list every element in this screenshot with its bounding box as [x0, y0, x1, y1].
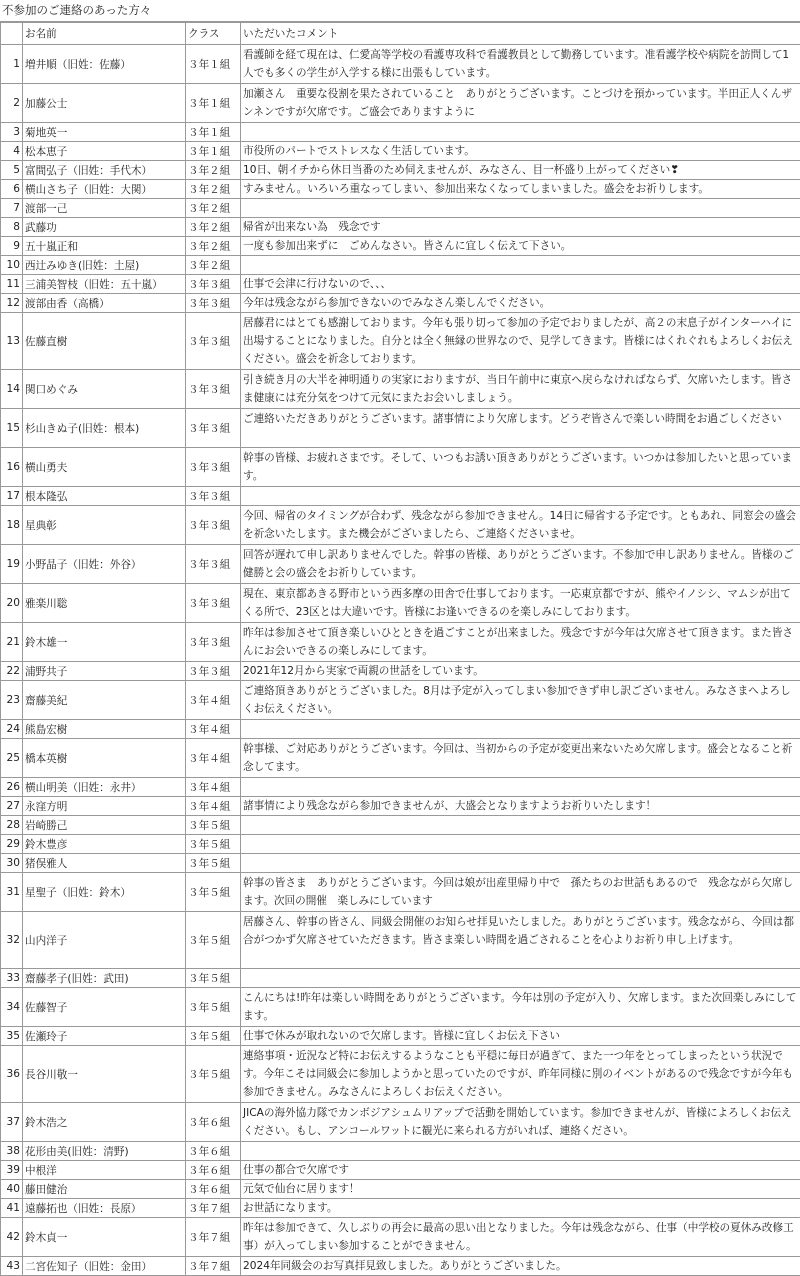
- row-class: ３年３組: [186, 275, 241, 294]
- row-name: 松本恵子: [23, 142, 186, 161]
- row-name: 花形由美(旧姓：清野): [23, 1142, 186, 1161]
- row-comment: 連絡事項・近況など特にお伝えするようなことも平穏に毎日が過ぎて、また一つ年をとってしまったという状況です。今年こそは同級会に参加しようかと思っていたのですが、昨年同様に別のイベントがあるので残念ですが今年も参加できません。みなさんによろしくお伝えください。: [241, 1046, 800, 1103]
- row-name: 鈴木豊彦: [23, 835, 186, 854]
- row-number: 35: [1, 1027, 23, 1046]
- row-number: 5: [1, 161, 23, 180]
- table-row: [1, 662, 800, 681]
- row-name: 小野晶子（旧姓：外谷）: [23, 545, 186, 584]
- row-name: 山内洋子: [23, 912, 186, 969]
- row-comment: 幹事様、ご対応ありがとうございます。今回は、当初からの予定が変更出来ないため欠席します。盛会となること祈念してます。: [241, 739, 800, 778]
- table-row: [1, 816, 800, 835]
- row-comment: 2024年同級会のお写真拝見致しました。ありがとうございました。: [241, 1257, 800, 1276]
- table-row: [1, 1218, 800, 1257]
- table-row: [1, 912, 800, 969]
- row-class: ３年５組: [186, 873, 241, 912]
- row-comment: 諸事情により残念ながら参加できませんが、大盛会となりますようお祈りいたします！: [241, 797, 800, 816]
- row-class: ３年１組: [186, 123, 241, 142]
- row-number: 15: [1, 409, 23, 448]
- table-row: [1, 180, 800, 199]
- row-name: 根本隆弘: [23, 487, 186, 506]
- table-row: [1, 487, 800, 506]
- table-row: [1, 84, 800, 123]
- row-class: ３年３組: [186, 313, 241, 370]
- row-comment: 幹事の皆さま ありがとうございます。今回は娘が出産里帰り中で 孫たちのお世話もあるので 残念ながら欠席します。次回の開催 楽しみにしています: [241, 873, 800, 912]
- row-class: ３年５組: [186, 912, 241, 969]
- row-name: 長谷川敬一: [23, 1046, 186, 1103]
- row-comment: 市役所のパートでストレスなく生活しています。: [241, 142, 800, 161]
- table-row: [1, 506, 800, 545]
- row-number: 12: [1, 294, 23, 313]
- row-name: 五十嵐正和: [23, 237, 186, 256]
- table-row: [1, 1142, 800, 1161]
- table-row: [1, 370, 800, 409]
- row-comment: すみません。いろいろ重なってしまい、参加出来なくなってしまいました。盛会をお祈りします。: [241, 180, 800, 199]
- row-number: 2: [1, 84, 23, 123]
- row-name: 富間弘子（旧姓：手代木）: [23, 161, 186, 180]
- row-name: 増井順（旧姓：佐藤）: [23, 45, 186, 84]
- table-row: [1, 681, 800, 720]
- row-number: 32: [1, 912, 23, 969]
- row-class: ３年２組: [186, 218, 241, 237]
- row-comment: [241, 1142, 800, 1161]
- row-class: ３年３組: [186, 623, 241, 662]
- row-class: ３年４組: [186, 778, 241, 797]
- row-comment: 仕事で会津に行けないので、、、: [241, 275, 800, 294]
- row-number: 40: [1, 1180, 23, 1199]
- row-name: 齋藤孝子(旧姓：武田): [23, 969, 186, 988]
- row-class: ３年４組: [186, 681, 241, 720]
- table-row: [1, 545, 800, 584]
- row-comment: ご連絡頂きありがとうございました。8月は予定が入ってしまい参加できず申し訳ございません。みなさまへよろしくお伝えください。: [241, 681, 800, 720]
- row-number: 20: [1, 584, 23, 623]
- row-name: 齋藤美紀: [23, 681, 186, 720]
- row-class: ３年３組: [186, 448, 241, 487]
- header-comment: いただいたコメント: [241, 23, 800, 45]
- row-class: ３年３組: [186, 584, 241, 623]
- row-comment: 昨年は参加させて頂き楽しいひとときを過ごすことが出来ました。残念ですが今年は欠席させて頂きます。また皆さんにお会いできるの楽しみにしてます。: [241, 623, 800, 662]
- row-number: 24: [1, 720, 23, 739]
- table-row: [1, 1027, 800, 1046]
- row-comment: 看護師を経て現在は、仁愛高等学校の看護専攻科で看護教員として勤務しています。准看護学校や病院を訪問して1人でも多くの学生が入学する様に出張もしています。: [241, 45, 800, 84]
- row-comment: 引き続き月の大半を神明通りの実家におりますが、当日午前中に東京へ戻らなければならず、欠席いたします。皆さま健康には充分気をつけて元気にまたお会いしましょう。: [241, 370, 800, 409]
- row-class: ３年７組: [186, 1218, 241, 1257]
- row-number: 21: [1, 623, 23, 662]
- table-row: [1, 45, 800, 84]
- table-row: [1, 854, 800, 873]
- table-row: [1, 873, 800, 912]
- row-number: 3: [1, 123, 23, 142]
- row-number: 43: [1, 1257, 23, 1276]
- row-comment: [241, 816, 800, 835]
- row-class: ３年４組: [186, 720, 241, 739]
- row-comment: こんにちは!昨年は楽しい時間をありがとうございます。今年は別の予定が入り、欠席します。また次回楽しみにしてます。: [241, 988, 800, 1027]
- row-number: 8: [1, 218, 23, 237]
- row-number: 34: [1, 988, 23, 1027]
- row-comment: [241, 720, 800, 739]
- row-name: 橋本英樹: [23, 739, 186, 778]
- row-number: 36: [1, 1046, 23, 1103]
- table-row: [1, 797, 800, 816]
- page-title: 不参加のご連絡のあった方々: [0, 0, 800, 22]
- row-comment: 帰省が出来ない為 残念です: [241, 218, 800, 237]
- table-body: [1, 45, 800, 1276]
- table-row: [1, 275, 800, 294]
- row-class: ３年６組: [186, 1180, 241, 1199]
- row-class: ３年２組: [186, 161, 241, 180]
- row-class: ３年６組: [186, 1161, 241, 1180]
- row-number: 16: [1, 448, 23, 487]
- row-class: ３年５組: [186, 1027, 241, 1046]
- row-number: 23: [1, 681, 23, 720]
- row-class: ３年２組: [186, 237, 241, 256]
- header-name: お名前: [23, 23, 186, 45]
- row-class: ３年５組: [186, 988, 241, 1027]
- table-row: [1, 778, 800, 797]
- row-comment: [241, 854, 800, 873]
- row-comment: 一度も参加出来ずに ごめんなさい。皆さんに宜しく伝えて下さい。: [241, 237, 800, 256]
- row-comment: [241, 256, 800, 275]
- row-comment: [241, 123, 800, 142]
- row-class: ３年５組: [186, 835, 241, 854]
- table-row: [1, 1046, 800, 1103]
- row-class: ３年３組: [186, 370, 241, 409]
- row-class: ３年３組: [186, 409, 241, 448]
- row-number: 6: [1, 180, 23, 199]
- row-class: ３年６組: [186, 1142, 241, 1161]
- row-comment: 10日、朝イチから休日当番のため伺えませんが、みなさん、目一杯盛り上がってください❣: [241, 161, 800, 180]
- row-comment: [241, 969, 800, 988]
- row-class: ３年４組: [186, 739, 241, 778]
- row-class: ３年７組: [186, 1257, 241, 1276]
- table-row: [1, 623, 800, 662]
- table-row: [1, 739, 800, 778]
- row-name: 渡部一己: [23, 199, 186, 218]
- row-comment: 回答が遅れて申し訳ありませんでした。幹事の皆様、ありがとうございます。不参加で申し訳ありません。皆様のご健勝と会の盛会をお祈りしています。: [241, 545, 800, 584]
- row-name: 星典彰: [23, 506, 186, 545]
- row-number: 19: [1, 545, 23, 584]
- row-class: ３年２組: [186, 199, 241, 218]
- row-class: ３年４組: [186, 797, 241, 816]
- row-number: 33: [1, 969, 23, 988]
- row-comment: 幹事の皆様、お疲れさまです。そして、いつもお誘い頂きありがとうございます。いつかは参加したいと思っています。: [241, 448, 800, 487]
- row-number: 14: [1, 370, 23, 409]
- row-number: 42: [1, 1218, 23, 1257]
- row-class: ３年３組: [186, 506, 241, 545]
- row-name: 佐藤直樹: [23, 313, 186, 370]
- row-comment: JICAの海外協力隊でカンボジアシュムリアップで活動を開始しています。参加できませんが、皆様によろしくお伝えください。もし、アンコールワットに観光に来られる方がいれば、連絡ください。: [241, 1103, 800, 1142]
- row-number: 4: [1, 142, 23, 161]
- row-class: ３年５組: [186, 1046, 241, 1103]
- row-number: 7: [1, 199, 23, 218]
- row-class: ３年２組: [186, 256, 241, 275]
- table-row: [1, 142, 800, 161]
- row-name: 杉山きぬ子(旧姓：根本): [23, 409, 186, 448]
- row-name: 熊島宏樹: [23, 720, 186, 739]
- header-row: [1, 23, 800, 45]
- row-number: 17: [1, 487, 23, 506]
- table-row: [1, 835, 800, 854]
- row-number: 22: [1, 662, 23, 681]
- row-number: 26: [1, 778, 23, 797]
- row-name: 三浦美智枝（旧姓：五十嵐）: [23, 275, 186, 294]
- row-comment: 居藤さん、幹事の皆さん、同級会開催のお知らせ拝見いたしました。ありがとうございます。残念ながら、今回は都合がつかず欠席させていただきます。皆さま楽しい時間を過ごされることを心よりお祈り申し上げます。: [241, 912, 800, 969]
- row-comment: 元気で仙台に居ります！: [241, 1180, 800, 1199]
- row-name: 鈴木貞一: [23, 1218, 186, 1257]
- row-name: 関口めぐみ: [23, 370, 186, 409]
- row-name: 横山明美（旧姓：永井）: [23, 778, 186, 797]
- row-name: 佐瀬玲子: [23, 1027, 186, 1046]
- row-name: 星聖子（旧姓：鈴木）: [23, 873, 186, 912]
- table-row: [1, 199, 800, 218]
- header-number: [1, 23, 23, 45]
- row-number: 11: [1, 275, 23, 294]
- row-comment: [241, 778, 800, 797]
- row-number: 30: [1, 854, 23, 873]
- row-number: 39: [1, 1161, 23, 1180]
- table-row: [1, 1180, 800, 1199]
- row-number: 27: [1, 797, 23, 816]
- row-class: ３年１組: [186, 84, 241, 123]
- row-name: 鈴木浩之: [23, 1103, 186, 1142]
- row-number: 18: [1, 506, 23, 545]
- row-number: 13: [1, 313, 23, 370]
- row-comment: [241, 835, 800, 854]
- row-class: ３年５組: [186, 854, 241, 873]
- table-row: [1, 409, 800, 448]
- row-name: 西辻みゆき(旧姓：土屋): [23, 256, 186, 275]
- row-name: 藤田健治: [23, 1180, 186, 1199]
- row-name: 雅楽川聡: [23, 584, 186, 623]
- row-name: 岩崎勝己: [23, 816, 186, 835]
- absentee-table: [0, 22, 800, 1276]
- row-comment: 現在、東京都あきる野市という西多摩の田舎で仕事しております。一応東京都ですが、熊やイノシシ、マムシが出てくる所で、23区とは大違いです。皆様にお逢いできるのを楽しみにしております。: [241, 584, 800, 623]
- table-row: [1, 584, 800, 623]
- row-name: 佐藤智子: [23, 988, 186, 1027]
- row-number: 29: [1, 835, 23, 854]
- row-name: 鈴木雄一: [23, 623, 186, 662]
- table-row: [1, 988, 800, 1027]
- row-number: 9: [1, 237, 23, 256]
- row-name: 菊地英一: [23, 123, 186, 142]
- row-comment: [241, 199, 800, 218]
- table-row: [1, 237, 800, 256]
- table-row: [1, 448, 800, 487]
- row-comment: [241, 487, 800, 506]
- table-row: [1, 969, 800, 988]
- table-row: [1, 1103, 800, 1142]
- row-class: ３年７組: [186, 1199, 241, 1218]
- row-class: ３年６組: [186, 1103, 241, 1142]
- row-class: ３年５組: [186, 816, 241, 835]
- row-class: ３年３組: [186, 487, 241, 506]
- table-row: [1, 1161, 800, 1180]
- row-name: 渡部由香（高橋）: [23, 294, 186, 313]
- row-class: ３年１組: [186, 142, 241, 161]
- row-comment: 今回、帰省のタイミングが合わず、残念ながら参加できません。14日に帰省する予定です。ともあれ、同窓会の盛会を祈念いたします。また機会がございましたら、ご連絡くださいませ。: [241, 506, 800, 545]
- row-comment: 加瀬さん 重要な役割を果たされていること ありがとうございます。ことづけを預かっています。半田正人くんザンネンですが欠席です。ご盛会でありますように: [241, 84, 800, 123]
- row-name: 猪俣雅人: [23, 854, 186, 873]
- row-name: 中根洋: [23, 1161, 186, 1180]
- row-comment: 居藤君にはとても感謝しております。今年も張り切って参加の予定でおりましたが、高２の末息子がインターハイに出場することになりました。自分とは全く無縁の世界なので、見学してきます。皆様にはくれぐれもよろしくお伝えください。盛会を祈念しております。: [241, 313, 800, 370]
- table-row: [1, 1199, 800, 1218]
- row-number: 10: [1, 256, 23, 275]
- row-class: ３年５組: [186, 969, 241, 988]
- row-number: 41: [1, 1199, 23, 1218]
- row-number: 28: [1, 816, 23, 835]
- row-class: ３年１組: [186, 45, 241, 84]
- row-class: ３年２組: [186, 180, 241, 199]
- table-row: [1, 313, 800, 370]
- row-comment: 2021年12月から実家で両親の世話をしています。: [241, 662, 800, 681]
- header-class: クラス: [186, 23, 241, 45]
- table-row: [1, 720, 800, 739]
- row-comment: ご連絡いただきありがとうございます。諸事情により欠席します。どうぞ皆さんで楽しい時間をお過ごしください: [241, 409, 800, 448]
- row-name: 遠藤拓也（旧姓：長原）: [23, 1199, 186, 1218]
- row-number: 37: [1, 1103, 23, 1142]
- table-row: [1, 256, 800, 275]
- table-row: [1, 1257, 800, 1276]
- table-row: [1, 218, 800, 237]
- row-name: 二宮佐知子（旧姓：金田）: [23, 1257, 186, 1276]
- row-name: 横山さち子（旧姓：大関）: [23, 180, 186, 199]
- row-number: 31: [1, 873, 23, 912]
- row-comment: お世話になります。: [241, 1199, 800, 1218]
- row-name: 浦野共子: [23, 662, 186, 681]
- table-row: [1, 123, 800, 142]
- row-class: ３年３組: [186, 545, 241, 584]
- row-comment: 昨年は参加できて、久しぶりの再会に最高の思い出となりました。今年は残念ながら、仕事（中学校の夏休み改修工事）が入ってしまい参加することができません。: [241, 1218, 800, 1257]
- row-comment: 仕事で休みが取れないので欠席します。皆様に宜しくお伝え下さい: [241, 1027, 800, 1046]
- row-name: 加藤公士: [23, 84, 186, 123]
- table-row: [1, 294, 800, 313]
- table-row: [1, 161, 800, 180]
- row-number: 38: [1, 1142, 23, 1161]
- row-name: 横山勇夫: [23, 448, 186, 487]
- row-comment: 仕事の都合で欠席です: [241, 1161, 800, 1180]
- row-number: 1: [1, 45, 23, 84]
- row-name: 武藤功: [23, 218, 186, 237]
- row-class: ３年３組: [186, 662, 241, 681]
- row-number: 25: [1, 739, 23, 778]
- row-name: 永窪方明: [23, 797, 186, 816]
- row-comment: 今年は残念ながら参加できないのでみなさん楽しんでください。: [241, 294, 800, 313]
- row-class: ３年３組: [186, 294, 241, 313]
